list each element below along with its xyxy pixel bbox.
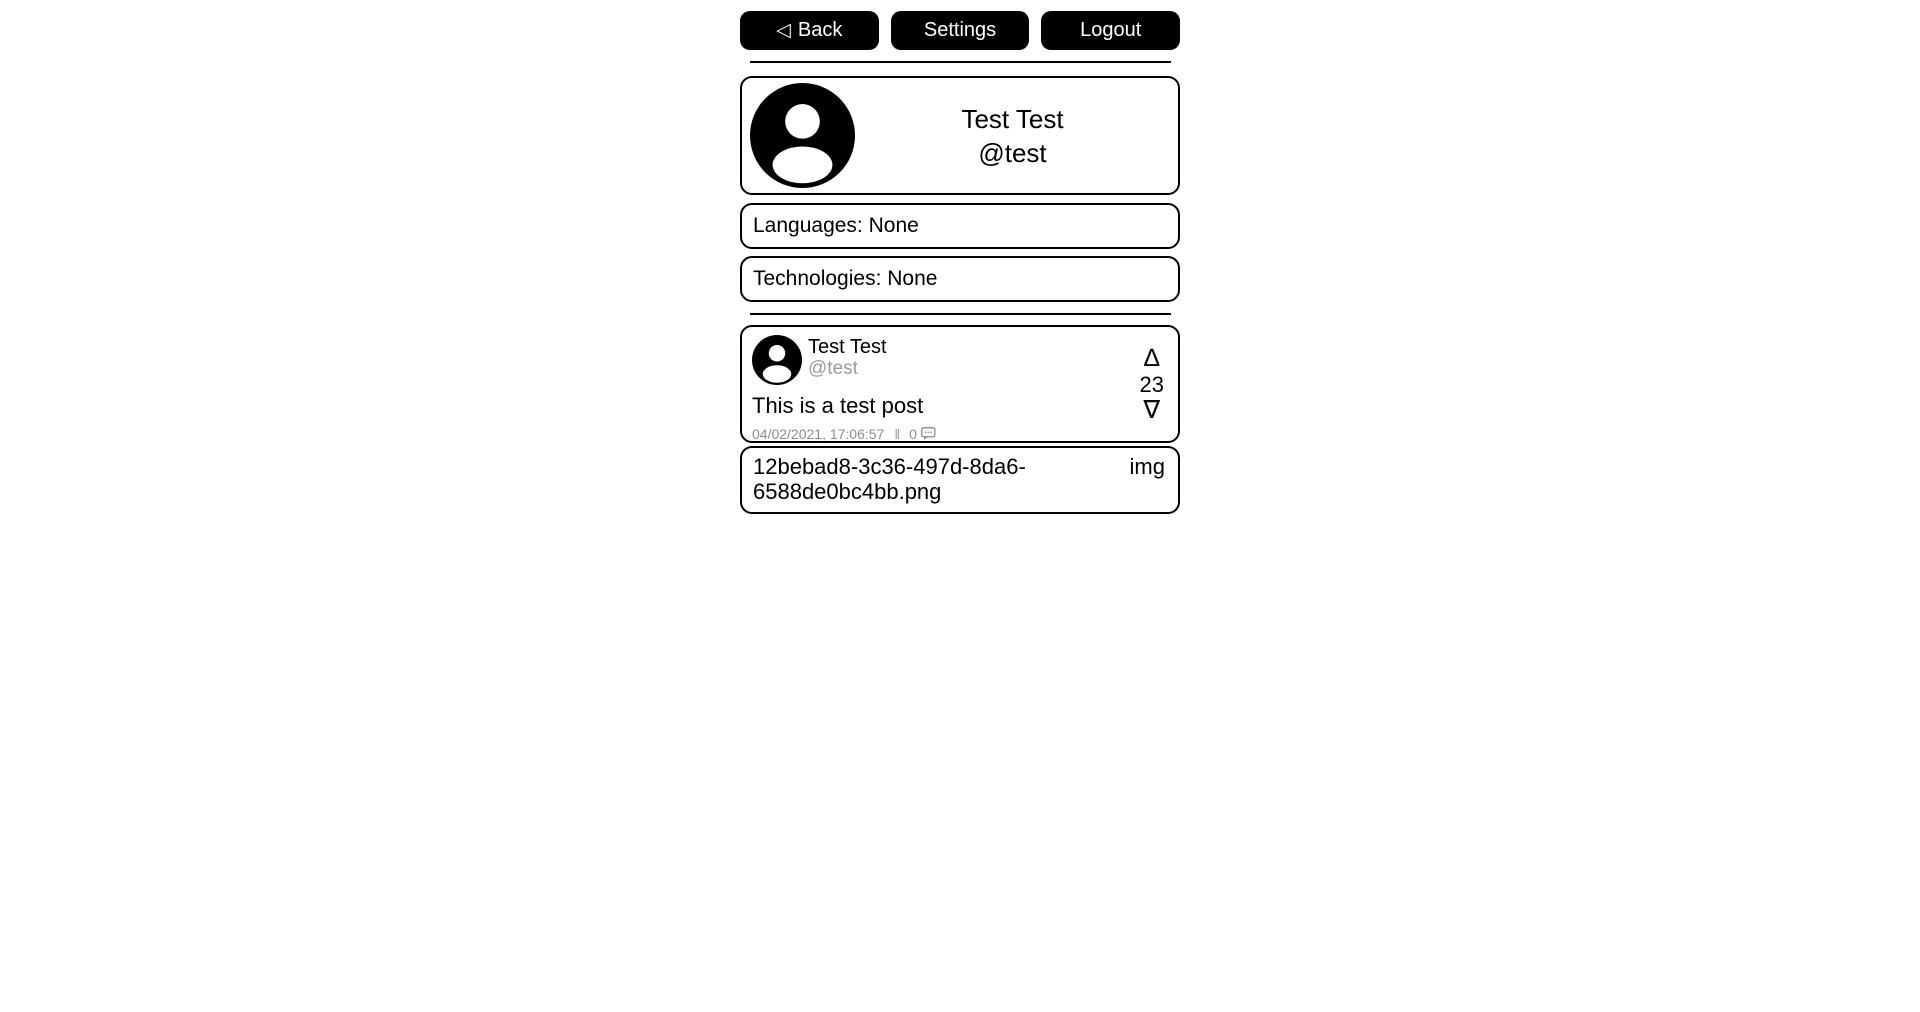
technologies-label: Technologies: None [753, 267, 938, 290]
settings-button-label: Settings [923, 19, 997, 41]
meta-separator: ‖ [894, 426, 901, 442]
logout-button[interactable] [1041, 11, 1180, 50]
profile-card [740, 76, 1180, 195]
profile-name: Test Test [961, 103, 1064, 134]
back-button-label: Back [797, 19, 843, 41]
post-author [808, 335, 887, 385]
divider-posts [750, 313, 1171, 315]
back-arrow-icon: ◁ [776, 20, 791, 41]
attachment-type-label: img [1129, 454, 1165, 479]
post-votes [1140, 335, 1164, 441]
back-button[interactable] [740, 11, 879, 50]
technologies-box [740, 256, 1180, 302]
logout-button-label: Logout [1080, 19, 1142, 41]
profile-handle: @test [978, 137, 1047, 168]
post-header [752, 335, 936, 385]
downvote-button[interactable]: ∇ [1143, 396, 1161, 424]
profile-avatar-icon [750, 83, 855, 188]
comment-bubble-icon [921, 427, 936, 443]
post-content: This is a test post [752, 393, 924, 418]
attachment-box[interactable] [740, 446, 1180, 514]
attachment-filename[interactable]: 12bebad8-3c36-497d-8da6-6588de0bc4bb.png [753, 454, 1026, 504]
post-avatar-icon [752, 335, 802, 385]
post-meta [752, 426, 936, 442]
post-timestamp: 04/02/2021, 17:06:57 [752, 426, 885, 442]
languages-label: Languages: None [753, 214, 919, 237]
upvote-button[interactable]: ∆ [1144, 344, 1160, 372]
profile-names [855, 102, 1170, 170]
post-card [740, 325, 1180, 443]
divider-top [750, 61, 1171, 63]
languages-box [740, 203, 1180, 249]
main-column [740, 0, 1180, 514]
post-score: 23 [1139, 371, 1164, 397]
post-author-name: Test Test [808, 336, 887, 358]
settings-button[interactable] [891, 11, 1030, 50]
top-nav [740, 11, 1180, 50]
comment-count: 0 [909, 426, 917, 442]
post-author-handle: @test [808, 358, 858, 379]
post-main [752, 335, 936, 441]
